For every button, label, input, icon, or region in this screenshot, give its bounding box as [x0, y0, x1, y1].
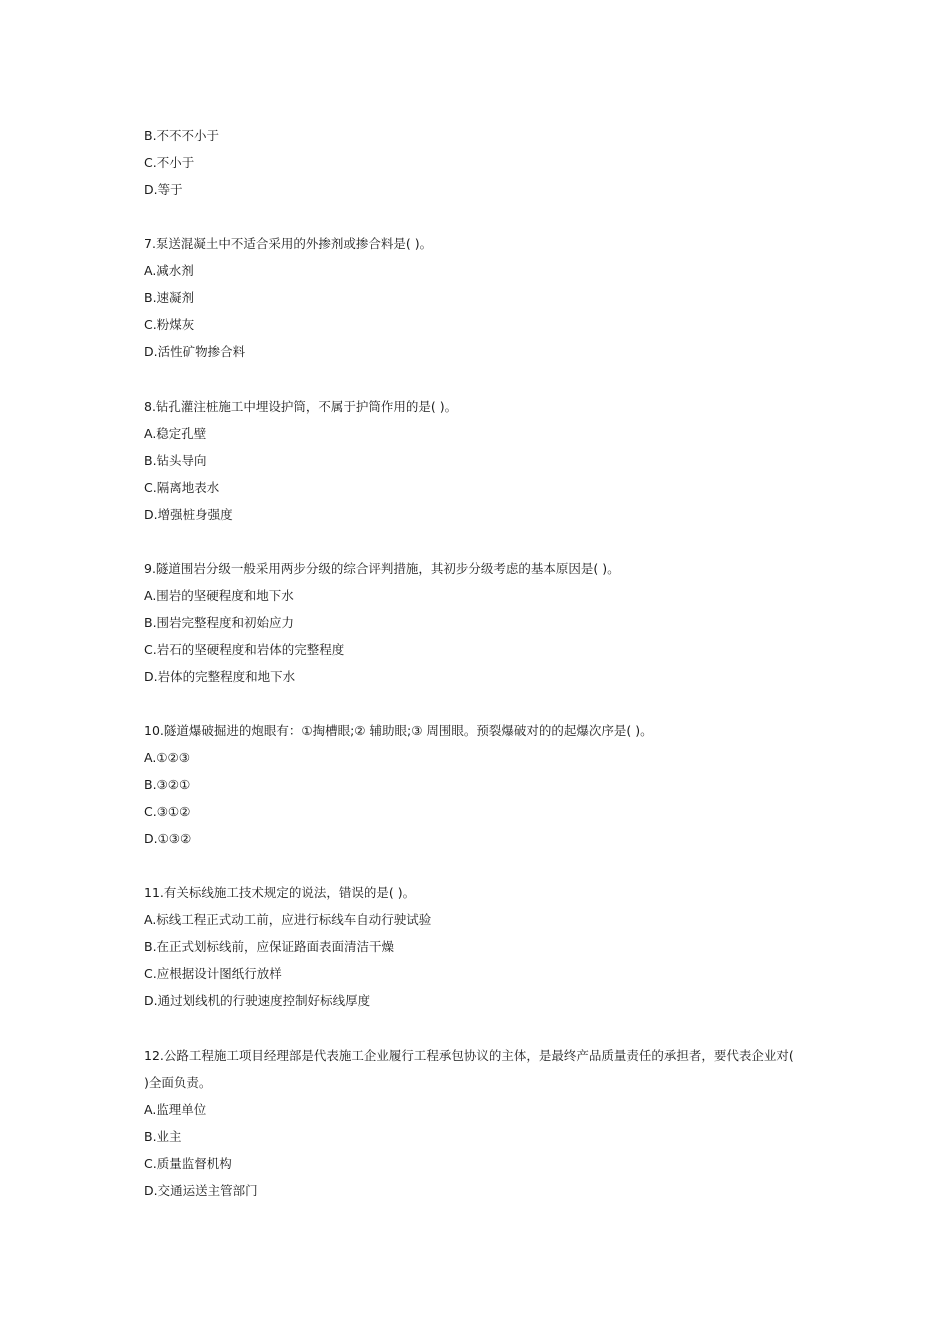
question-stem: 10.隧道爆破掘进的炮眼有：①掏槽眼;② 辅助眼;③ 周围眼。预裂爆破对的的起爆次序是( )。 [144, 723, 653, 738]
option-b: B.速凝剂 [144, 290, 195, 305]
question-10 [144, 717, 824, 852]
option-d: D.等于 [144, 182, 183, 197]
option-d: D.增强桩身强度 [144, 507, 233, 522]
option-b: B.不不不小于 [144, 128, 220, 143]
option-a: A.围岩的坚硬程度和地下水 [144, 588, 294, 603]
question-stem: 8.钻孔灌注桩施工中埋设护筒，不属于护筒作用的是( )。 [144, 399, 458, 414]
option-d: D.岩体的完整程度和地下水 [144, 669, 296, 684]
option-c: C.隔离地表水 [144, 480, 220, 495]
option-a: A.①②③ [144, 750, 190, 765]
option-d: D.交通运送主管部门 [144, 1183, 258, 1198]
question-stem-line-2: )全面负责。 [144, 1075, 212, 1090]
option-a: A.稳定孔壁 [144, 426, 207, 441]
question-stem: 11.有关标线施工技术规定的说法，错误的是( )。 [144, 885, 416, 900]
question-stem: 7.泵送混凝土中不适合采用的外掺剂或掺合料是( )。 [144, 236, 433, 251]
option-d: D.①③② [144, 831, 192, 846]
question-stem: 9.隧道围岩分级一般采用两步分级的综合评判措施，其初步分级考虑的基本原因是( )。 [144, 561, 620, 576]
option-b: B.③②① [144, 777, 191, 792]
option-c: C.粉煤灰 [144, 317, 195, 332]
question-8 [144, 393, 824, 528]
option-d: D.通过划线机的行驶速度控制好标线厚度 [144, 993, 371, 1008]
question-9 [144, 555, 824, 690]
option-c: C.应根据设计图纸行放样 [144, 966, 282, 981]
option-b: B.围岩完整程度和初始应力 [144, 615, 295, 630]
question-7 [144, 230, 824, 365]
option-c: C.岩石的坚硬程度和岩体的完整程度 [144, 642, 345, 657]
question-6-options [144, 122, 824, 203]
option-c: C.质量监督机构 [144, 1156, 232, 1171]
option-b: B.在正式划标线前，应保证路面表面清洁干燥 [144, 939, 395, 954]
option-a: A.监理单位 [144, 1102, 207, 1117]
option-a: A.减水剂 [144, 263, 194, 278]
option-b: B.钻头导向 [144, 453, 207, 468]
question-12 [144, 1042, 824, 1204]
option-d: D.活性矿物掺合料 [144, 344, 246, 359]
question-stem-line-1: 12.公路工程施工项目经理部是代表施工企业履行工程承包协议的主体，是最终产品质量责任的承担者，要代表企业对( [144, 1048, 794, 1063]
option-c: C.不小于 [144, 155, 195, 170]
question-11 [144, 879, 824, 1014]
option-a: A.标线工程正式动工前，应进行标线车自动行驶试验 [144, 912, 432, 927]
option-c: C.③①② [144, 804, 191, 819]
option-b: B.业主 [144, 1129, 182, 1144]
